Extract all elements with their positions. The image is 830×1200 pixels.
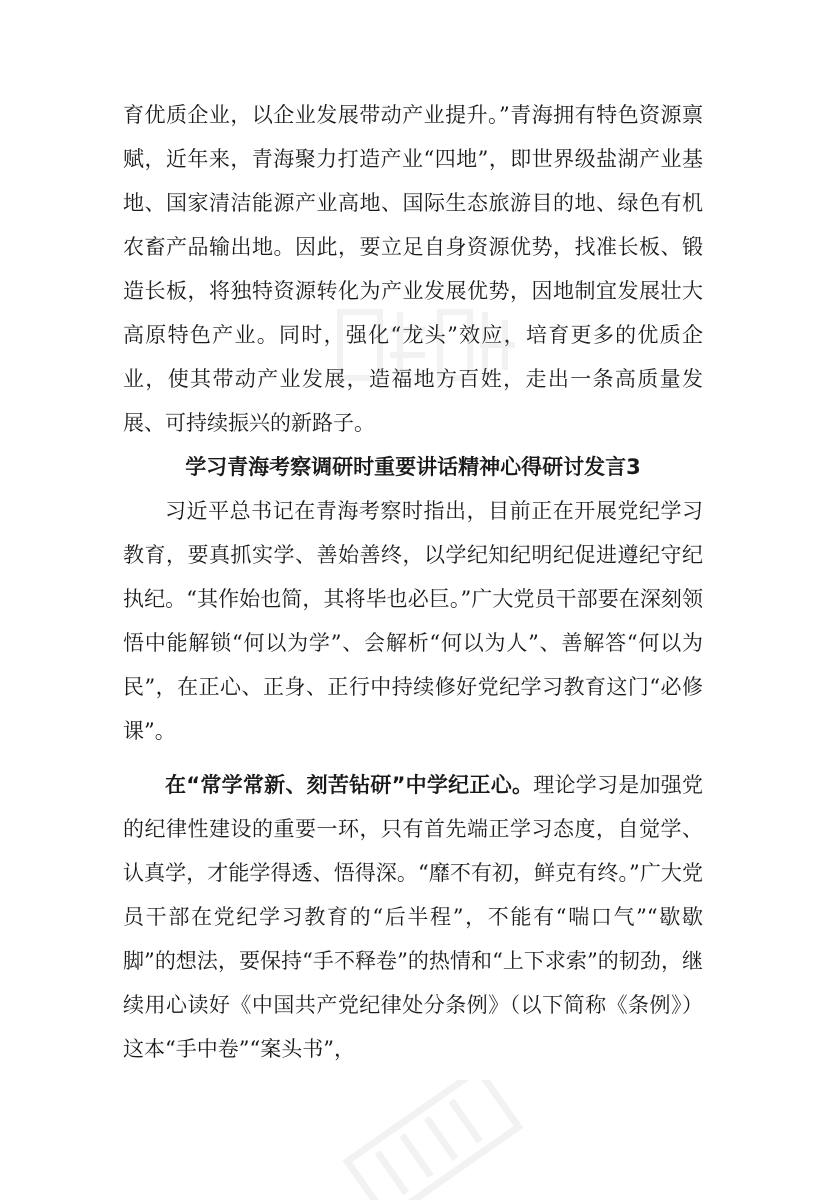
paragraph-intro: 习近平总书记在青海考察时指出，目前正在开展党纪学习教育，要真抓实学、善始善终，以学纪知纪明纪促进遵纪守纪执纪。“其作始也简，其将毕也必巨。”广大党员干部要在深刻领悟中能解锁“何以为学”、会解析“何以为人”、善解答“何以为民”，在正心、正身、正行中持续修好党纪学习教育这门“必修课”。: [123, 499, 703, 743]
paragraph-section-1: [123, 763, 703, 1071]
paragraph-body: 理论学习是加强党的纪律性建设的重要一环，只有首先端正学习态度，自觉学、认真学，才能学得透、悟得深。“靡不有初，鲜克有终。”广大党员干部在党纪学习教育的“后半程”，不能有“喘口气”“歇歇脚”的想法，要保持“手不释卷”的热情和“上下求索”的韧劲，继续用心读好《中国共产党纪律处分条例》（以下简称《条例》）这本“手中卷”“案头书”，: [123, 773, 703, 1061]
document-body: [123, 93, 703, 1071]
section-title: 学习青海考察调研时重要讲话精神心得研讨发言3: [185, 455, 641, 479]
paragraph-heading: 在“常学常新、刻苦钻研”中学纪正心。: [165, 773, 534, 797]
paragraph-continued: 育优质企业，以企业发展带动产业提升。”青海拥有特色资源禀赋，近年来，青海聚力打造产业“四地”，即世界级盐湖产业基地、国家清洁能源产业高地、国际生态旅游目的地、绿色有机农畜产品输出地。因此，要立足自身资源优势，找准长板、锻造长板，将独特资源转化为产业发展优势，因地制宜发展壮大高原特色产业。同时，强化“龙头”效应，培育更多的优质企业，使其带动产业发展，造福地方百姓，走出一条高质量发展、可持续振兴的新路子。: [123, 103, 703, 435]
watermark-stamp: [330, 1080, 530, 1200]
